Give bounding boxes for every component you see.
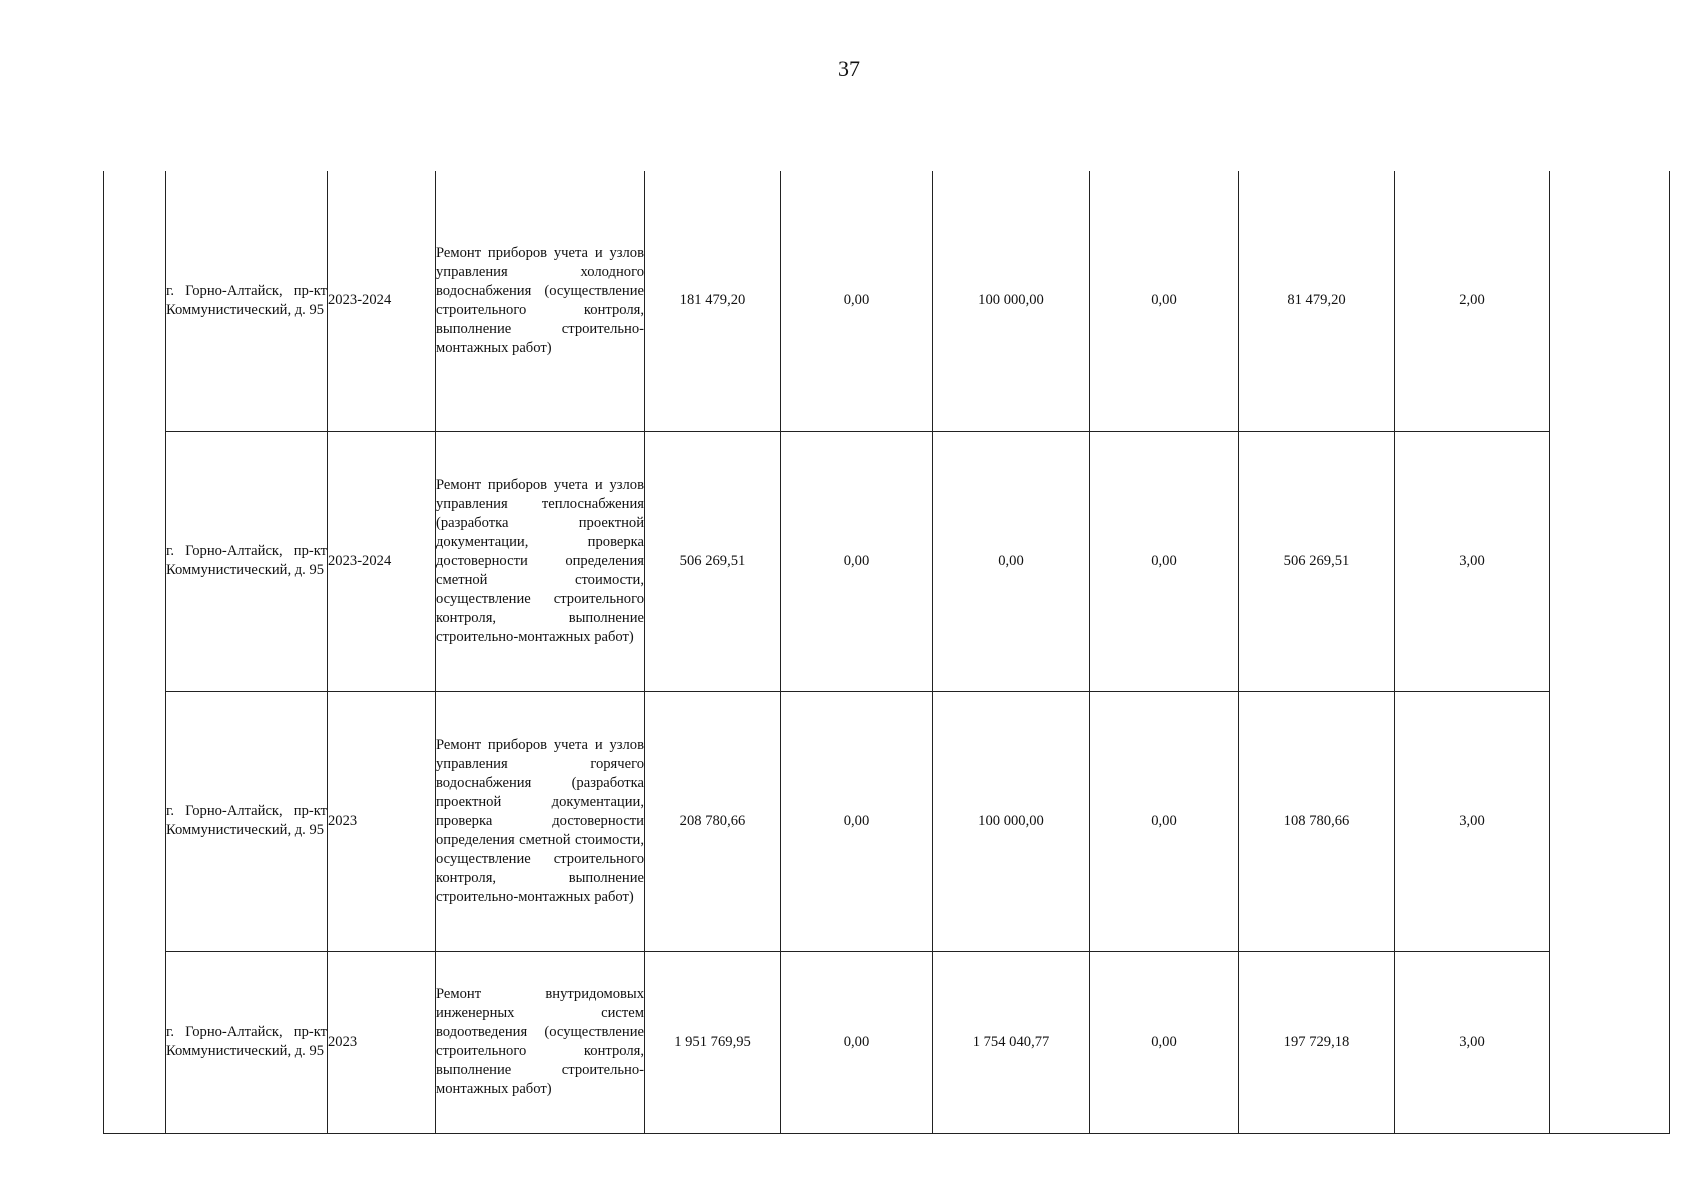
period-cell: 2023 bbox=[328, 691, 436, 951]
address-cell: г. Горно-Алтайск, пр-кт Коммунистический, д. 95 bbox=[166, 171, 328, 431]
works-table bbox=[103, 171, 1670, 1134]
value-cell-5: 3,00 bbox=[1395, 951, 1550, 1133]
period-cell: 2023-2024 bbox=[328, 171, 436, 431]
total-cost-cell: 208 780,66 bbox=[645, 691, 781, 951]
value-cell-3: 0,00 bbox=[1090, 691, 1239, 951]
period-cell: 2023-2024 bbox=[328, 431, 436, 691]
value-cell-1: 0,00 bbox=[781, 951, 933, 1133]
row-number-cell bbox=[104, 171, 166, 1133]
value-cell-3: 0,00 bbox=[1090, 951, 1239, 1133]
value-cell-3: 0,00 bbox=[1090, 171, 1239, 431]
address-cell: г. Горно-Алтайск, пр-кт Коммунистический, д. 95 bbox=[166, 691, 328, 951]
value-cell-4: 81 479,20 bbox=[1239, 171, 1395, 431]
table-row bbox=[104, 171, 1670, 431]
table-row bbox=[104, 431, 1670, 691]
value-cell-4: 197 729,18 bbox=[1239, 951, 1395, 1133]
total-cost-cell: 506 269,51 bbox=[645, 431, 781, 691]
total-cost-cell: 181 479,20 bbox=[645, 171, 781, 431]
work-description-cell: Ремонт приборов учета и узлов управления теплоснабжения (разработка проектной документации, проверка достоверности определения сметной стоимости, осуществление строительного контроля, выполнение строительно-монтажных работ) bbox=[436, 431, 645, 691]
work-description-cell: Ремонт приборов учета и узлов управления горячего водоснабжения (разработка проектной документации, проверка достоверности определения сметной стоимости, осуществление строительного контроля, выполнение строительно-монтажных работ) bbox=[436, 691, 645, 951]
page-number: 37 bbox=[838, 56, 860, 81]
value-cell-1: 0,00 bbox=[781, 431, 933, 691]
total-cost-cell: 1 951 769,95 bbox=[645, 951, 781, 1133]
value-cell-1: 0,00 bbox=[781, 691, 933, 951]
table-row bbox=[104, 691, 1670, 951]
address-cell: г. Горно-Алтайск, пр-кт Коммунистический, д. 95 bbox=[166, 431, 328, 691]
value-cell-2: 100 000,00 bbox=[933, 691, 1090, 951]
value-cell-5: 3,00 bbox=[1395, 431, 1550, 691]
work-description-cell: Ремонт приборов учета и узлов управления холодного водоснабжения (осуществление строительного контроля, выполнение строительно-монтажных работ) bbox=[436, 171, 645, 431]
work-description-cell: Ремонт внутридомовых инженерных систем водоотведения (осуществление строительного контроля, выполнение строительно-монтажных работ) bbox=[436, 951, 645, 1133]
notes-cell bbox=[1550, 171, 1670, 1133]
value-cell-2: 100 000,00 bbox=[933, 171, 1090, 431]
address-cell: г. Горно-Алтайск, пр-кт Коммунистический, д. 95 bbox=[166, 951, 328, 1133]
value-cell-1: 0,00 bbox=[781, 171, 933, 431]
value-cell-4: 108 780,66 bbox=[1239, 691, 1395, 951]
value-cell-2: 1 754 040,77 bbox=[933, 951, 1090, 1133]
period-cell: 2023 bbox=[328, 951, 436, 1133]
value-cell-2: 0,00 bbox=[933, 431, 1090, 691]
value-cell-3: 0,00 bbox=[1090, 431, 1239, 691]
value-cell-4: 506 269,51 bbox=[1239, 431, 1395, 691]
value-cell-5: 3,00 bbox=[1395, 691, 1550, 951]
value-cell-5: 2,00 bbox=[1395, 171, 1550, 431]
table-row bbox=[104, 951, 1670, 1133]
